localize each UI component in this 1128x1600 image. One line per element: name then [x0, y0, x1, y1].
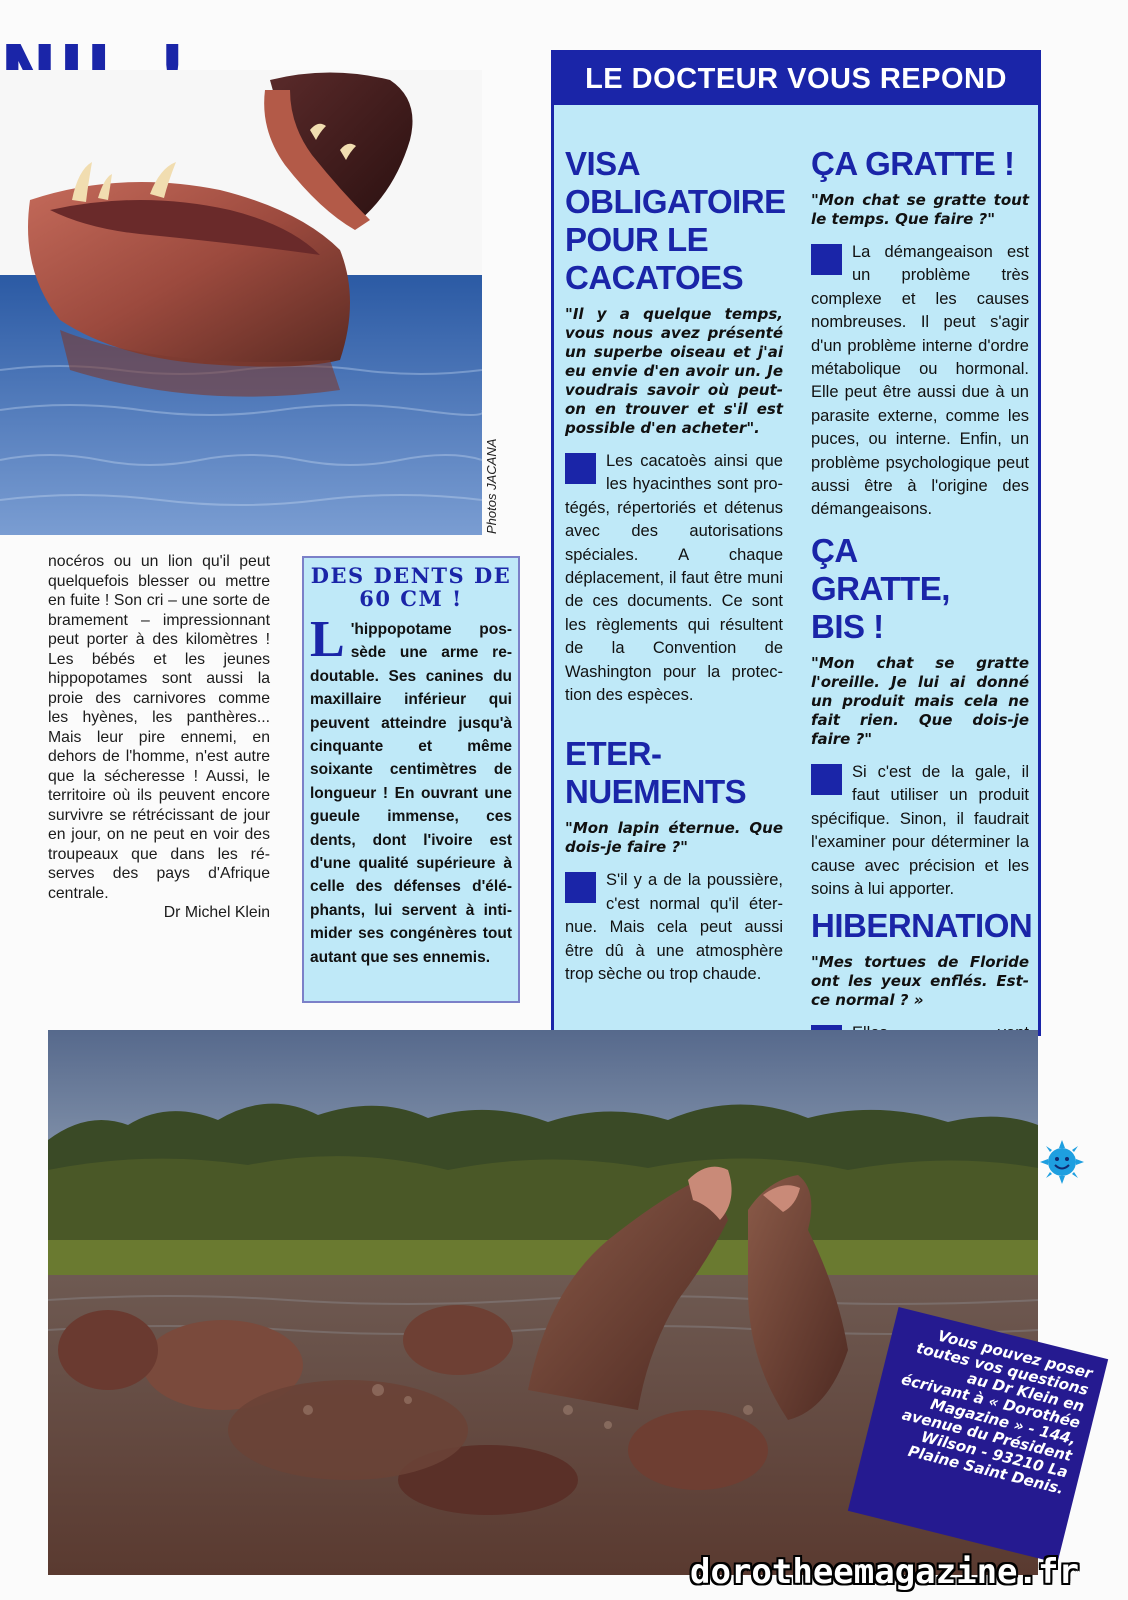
square-bullet-icon: [811, 764, 842, 795]
hippo-yawning-illustration: [0, 70, 482, 535]
qa-item-ca-gratte: [811, 145, 1029, 522]
teeth-box-text: 'hippopotame possède une arme redoutable. Ses canines du maxillaire inférieur qui peuvent atteindre jusqu'à cinquante et même soixante centimètres de longueur ! En ouvrant une gueule immense, ces dents, dont l'ivoire est d'une qualité supérieure à celle des défenses d'éléphants, lui servent à intimider ses congénères tout autant que ses ennemis.: [310, 621, 512, 966]
qa-question: "Mon chat se gratte l'oreille. Je lui ai donné un produit mais cela ne fait rien. Que dois-je faire ?": [811, 653, 1029, 748]
article-left-column: [48, 552, 270, 923]
qa-item-eternuements: [565, 735, 783, 986]
contact-callout-box: [870, 1326, 1095, 1540]
doctor-column-right: [811, 145, 1033, 1093]
author-signature: Dr Michel Klein: [163, 904, 270, 921]
qa-question: "Mon lapin éternue. Que dois-je faire ?": [565, 819, 783, 857]
qa-question: "Mes tortues de Floride ont les yeux enflés. Est-ce normal ? »: [811, 953, 1029, 1010]
smiling-sun-icon: [1040, 1140, 1084, 1184]
hippo-yawning-photo: [0, 70, 482, 535]
qa-answer: Les cacatoès ainsi que les hyacinthes sont protégés, répertoriés et détenus avec des autorisations spéciales. A chaque déplacement, il faut être muni de ces documents. Ce sont les règlements qui résultent de la Convention de Washington pour la protection des espèces.: [565, 452, 783, 705]
article-body-text: nocéros ou un lion qu'il peut quelquefois blesser ou mettre en fuite ! Son cri – une sorte de bramement – impressionnant peut porter à des kilomètres ! Les bébés et les jeunes hippopotames sont aussi la proie des carnivores comme les hyènes, les panthères... Mais leur pire ennemi, en dehors de l'homme, n'est autre que la sécheresse ! Aussi, le territoire où ils peuvent encore survivre se rétrécissant de jour en jour, on ne peut en voir des troupeaux que dans les réserves des pays d'Afrique centrale.: [48, 553, 270, 902]
qa-item-ca-gratte-bis: [811, 532, 1029, 901]
qa-title: ÇA GRATTE !: [811, 145, 1015, 182]
callout-text: Vous pouvez poser toutes vos questions au Dr Klein en écrivant à « Dorothée Magazine » - 144, avenue du Président Wilson - 93210 La Plaine Saint Denis.: [899, 1326, 1095, 1499]
qa-title: ETERNUEMENTS: [565, 735, 747, 811]
square-bullet-icon: [811, 244, 842, 275]
qa-answer: Si c'est de la gale, il faut utiliser un produit spécifique. Sinon, il faudrait l'examiner pour déterminer la cause avec précision et les soins à lui apporter.: [811, 762, 1029, 898]
website-watermark: dorotheemagazine.fr: [690, 1552, 1079, 1592]
qa-answer: S'il y a de la poussière, c'est normal qu'il éternue. Mais cela peut aussi être dû à une atmosphère trop sèche ou trop chaude.: [565, 871, 783, 984]
qa-title: ÇA GRATTE, BIS !: [811, 531, 950, 645]
qa-title: VISA OBLIGATOIRE POUR LE CACATOES: [565, 145, 786, 296]
square-bullet-icon: [565, 453, 596, 484]
square-bullet-icon: [565, 872, 596, 903]
drop-cap: L: [310, 611, 345, 668]
qa-question: "Mon chat se gratte tout le temps. Que faire ?": [811, 191, 1029, 228]
qa-item-cacatoes: [565, 145, 786, 707]
qa-answer: La démangeaison est un problème très complexe et les causes nombreuses. Il peut s'agir d'un problème interne d'ordre métabolique ou hormonal. Elle peut être aussi due à un parasite externe, comme les puces, ou interne. Enfin, un problème psychologique peut aussi être à l'origine des démangeaisons.: [811, 243, 1029, 519]
doctor-panel-header: LE DOCTEUR VOUS REPOND: [554, 53, 1038, 105]
teeth-box-title: DES DENTS DE 60 CM !: [310, 563, 512, 611]
qa-title: HIBERNATION: [811, 907, 1033, 945]
qa-question: "Il y a quelque temps, vous nous avez présenté un superbe oiseau et j'ai eu envie d'en avoir un. Je voudrais savoir où peut-on en trouver et s'il est possible d'en acheter".: [565, 305, 783, 437]
doctor-answers-panel: [551, 50, 1041, 1036]
photo-credit: Photos JACANA: [484, 438, 499, 534]
teeth-sidebar-box: [302, 556, 520, 1003]
teeth-box-body: [310, 611, 512, 969]
doctor-column-left: [565, 145, 786, 987]
